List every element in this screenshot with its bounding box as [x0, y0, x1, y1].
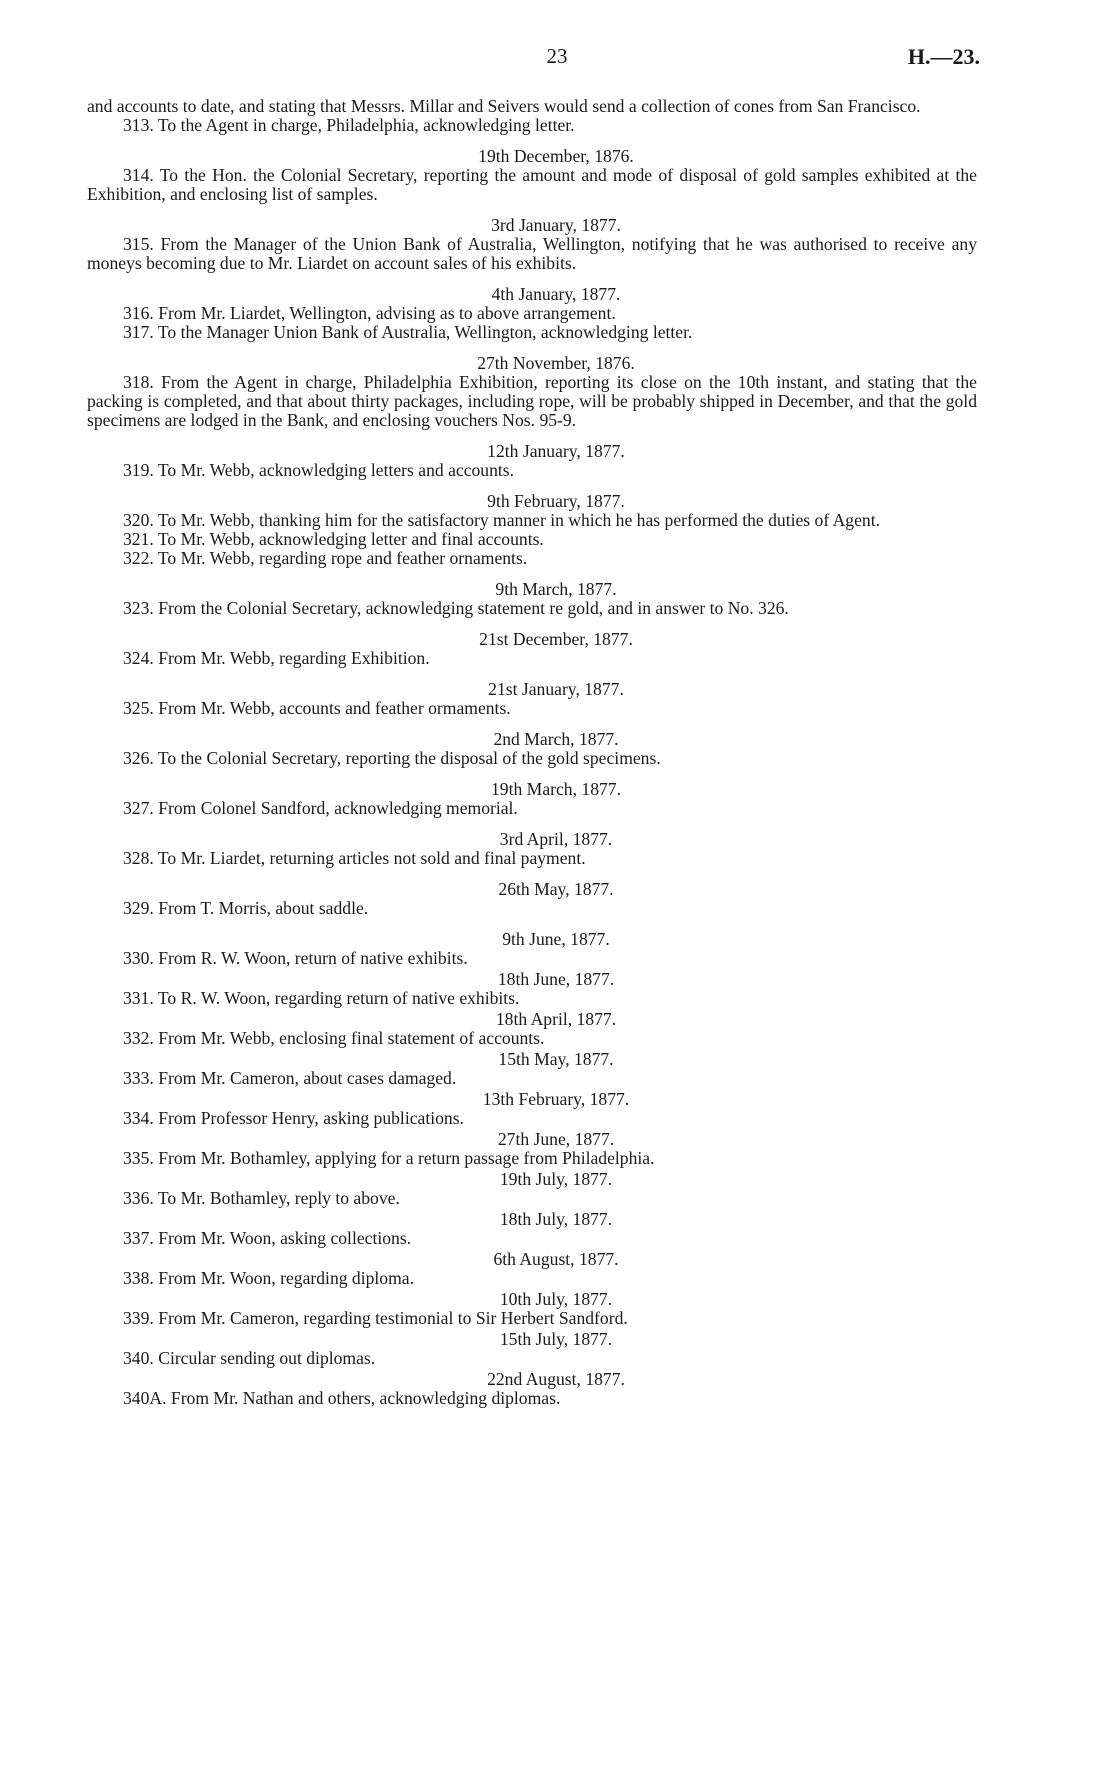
- entry-number: 328.: [123, 848, 154, 868]
- entry-number: 329.: [123, 898, 154, 918]
- entry-text: From Mr. Cameron, about cases damaged.: [158, 1068, 457, 1088]
- register-entry: [87, 116, 977, 135]
- entry-number: 334.: [123, 1108, 154, 1128]
- continuation-paragraph: and accounts to date, and stating that Messrs. Millar and Seivers would send a collection of cones from San Francisco.: [87, 96, 921, 116]
- entry-date: 13th February, 1877.: [482, 1089, 630, 1109]
- entry-number: 331.: [123, 988, 154, 1008]
- entry-date: 10th July, 1877.: [499, 1289, 613, 1309]
- entry-date: 18th April, 1877.: [495, 1009, 617, 1029]
- entry-number: 326.: [123, 748, 154, 768]
- entry-text: To Mr. Bothamley, reply to above.: [157, 1188, 400, 1208]
- entry-number: 320.: [123, 510, 154, 530]
- register-entry: [87, 511, 977, 530]
- entry-text: To Mr. Webb, thanking him for the satisfactory manner in which he has performed the duties of Agent.: [157, 510, 880, 530]
- entry-number: 322.: [123, 548, 154, 568]
- entry-date: 19th December, 1876.: [478, 146, 634, 166]
- entry-text: From Colonel Sandford, acknowledging memorial.: [158, 798, 518, 818]
- entry-number: 324.: [123, 648, 154, 668]
- entry-text: To the Manager Union Bank of Australia, Wellington, acknowledging letter.: [157, 322, 693, 342]
- register-entry: [87, 1069, 977, 1088]
- register-entry: [87, 1269, 977, 1288]
- entry-number: 330.: [123, 948, 154, 968]
- entry-date: 15th July, 1877.: [499, 1329, 613, 1349]
- entry-text: From the Manager of the Union Bank of Australia, Wellington, notifying that he was authorised to receive any moneys becoming due to Mr. Liardet on account sales of his exhibits.: [87, 234, 977, 273]
- register-entry: [87, 899, 977, 918]
- entry-text: To the Colonial Secretary, reporting the disposal of the gold specimens.: [157, 748, 661, 768]
- entry-text: To the Agent in charge, Philadelphia, acknowledging letter.: [157, 115, 575, 135]
- register-entry: [87, 461, 977, 480]
- entry-text: To the Hon. the Colonial Secretary, reporting the amount and mode of disposal of gold samples exhibited at the Exhibition, and enclosing list of samples.: [87, 165, 977, 204]
- entry-number: 315.: [123, 234, 154, 254]
- entry-date: 2nd March, 1877.: [493, 729, 619, 749]
- register-entry: [87, 373, 977, 430]
- register-entry: [87, 1109, 977, 1128]
- entry-text: From R. W. Woon, return of native exhibits.: [158, 948, 468, 968]
- entry-date: 18th June, 1877.: [497, 969, 615, 989]
- entry-number: 340.: [123, 1348, 154, 1368]
- register-entry: [87, 1309, 977, 1328]
- entry-text: From Mr. Liardet, Wellington, advising as to above arrangement.: [158, 303, 616, 323]
- entry-number: 333.: [123, 1068, 154, 1088]
- entry-date: 3rd January, 1877.: [491, 215, 621, 235]
- entry-date: 19th March, 1877.: [491, 779, 621, 799]
- entry-date: 21st December, 1877.: [479, 629, 633, 649]
- entry-date: 15th May, 1877.: [498, 1049, 614, 1069]
- entry-number: 335.: [123, 1148, 154, 1168]
- register-entry: [87, 989, 977, 1008]
- register-entry: [87, 799, 977, 818]
- entry-text: From Mr. Webb, accounts and feather ormaments.: [158, 698, 511, 718]
- entry-text: From Professor Henry, asking publications.: [158, 1108, 464, 1128]
- entry-text: From Mr. Woon, regarding diploma.: [158, 1268, 414, 1288]
- register-entry: [87, 699, 977, 718]
- entry-date: 19th July, 1877.: [499, 1169, 613, 1189]
- entry-date: 9th June, 1877.: [502, 929, 610, 949]
- series-code: H.—23.: [907, 44, 980, 69]
- entry-text: From the Colonial Secretary, acknowledging statement re gold, and in answer to No. 326.: [158, 598, 789, 618]
- entry-text: From Mr. Cameron, regarding testimonial to Sir Herbert Sandford.: [158, 1308, 628, 1328]
- register-entry: [87, 166, 977, 204]
- page-number: 23: [546, 44, 568, 68]
- entry-number: 313.: [123, 115, 154, 135]
- entry-number: 314.: [123, 165, 154, 185]
- entry-text: Circular sending out diplomas.: [158, 1348, 376, 1368]
- entry-number: 339.: [123, 1308, 154, 1328]
- entry-text: To Mr. Webb, acknowledging letters and accounts.: [157, 460, 515, 480]
- entry-number: 337.: [123, 1228, 154, 1248]
- entry-number: 318.: [123, 372, 154, 392]
- entry-date: 27th November, 1876.: [477, 353, 635, 373]
- entry-date: 6th August, 1877.: [493, 1249, 619, 1269]
- entry-text: To R. W. Woon, regarding return of native exhibits.: [157, 988, 520, 1008]
- entry-date: 21st January, 1877.: [488, 679, 624, 699]
- register-entry: [87, 949, 977, 968]
- register-entry: [87, 749, 977, 768]
- register-entry: [87, 599, 977, 618]
- entry-text: To Mr. Liardet, returning articles not sold and final payment.: [157, 848, 586, 868]
- entry-text: To Mr. Webb, acknowledging letter and final accounts.: [157, 529, 544, 549]
- entry-date: 18th July, 1877.: [499, 1209, 613, 1229]
- document-body: [87, 97, 977, 1408]
- entry-text: From Mr. Bothamley, applying for a return passage from Philadelphia.: [158, 1148, 655, 1168]
- register-entry: [87, 849, 977, 868]
- register-entry: [87, 1229, 977, 1248]
- entry-date: 9th February, 1877.: [487, 491, 625, 511]
- register-entry: [87, 1029, 977, 1048]
- entry-date: 22nd August, 1877.: [487, 1369, 625, 1389]
- entry-date: 12th January, 1877.: [487, 441, 625, 461]
- register-entry: [87, 530, 977, 549]
- entry-number: 316.: [123, 303, 154, 323]
- entry-number: 340A.: [123, 1388, 167, 1408]
- register-entry: [87, 1149, 977, 1168]
- entry-number: 332.: [123, 1028, 154, 1048]
- entry-text: From Mr. Nathan and others, acknowledging diplomas.: [170, 1388, 561, 1408]
- entry-text: From Mr. Woon, asking collections.: [158, 1228, 412, 1248]
- entry-number: 338.: [123, 1268, 154, 1288]
- entry-date: 3rd April, 1877.: [499, 829, 613, 849]
- entry-number: 317.: [123, 322, 154, 342]
- entry-text: From T. Morris, about saddle.: [158, 898, 369, 918]
- register-entry: [87, 235, 977, 273]
- register-entry: [87, 549, 977, 568]
- entry-text: From Mr. Webb, regarding Exhibition.: [158, 648, 430, 668]
- register-entry: [87, 1389, 977, 1408]
- entry-date: 26th May, 1877.: [498, 879, 614, 899]
- entry-number: 325.: [123, 698, 154, 718]
- entry-date: 4th January, 1877.: [491, 284, 621, 304]
- entry-number: 327.: [123, 798, 154, 818]
- entry-number: 321.: [123, 529, 154, 549]
- register-entry: [87, 323, 977, 342]
- register-entry: [87, 649, 977, 668]
- register-entry: [87, 1189, 977, 1208]
- entry-date: 9th March, 1877.: [495, 579, 617, 599]
- register-entry: [87, 1349, 977, 1368]
- entry-text: From the Agent in charge, Philadelphia Exhibition, reporting its close on the 10th instant, and stating that the packing is completed, and that about thirty packages, including rope, will be probably shipped in December, and that the gold specimens are lodged in the Bank, and enclosing vouchers Nos. 95-9.: [87, 372, 977, 430]
- entry-text: To Mr. Webb, regarding rope and feather ornaments.: [157, 548, 528, 568]
- entry-date: 27th June, 1877.: [497, 1129, 615, 1149]
- entry-number: 336.: [123, 1188, 154, 1208]
- entry-number: 323.: [123, 598, 154, 618]
- entry-number: 319.: [123, 460, 154, 480]
- register-entry: [87, 304, 977, 323]
- entry-text: From Mr. Webb, enclosing final statement of accounts.: [158, 1028, 545, 1048]
